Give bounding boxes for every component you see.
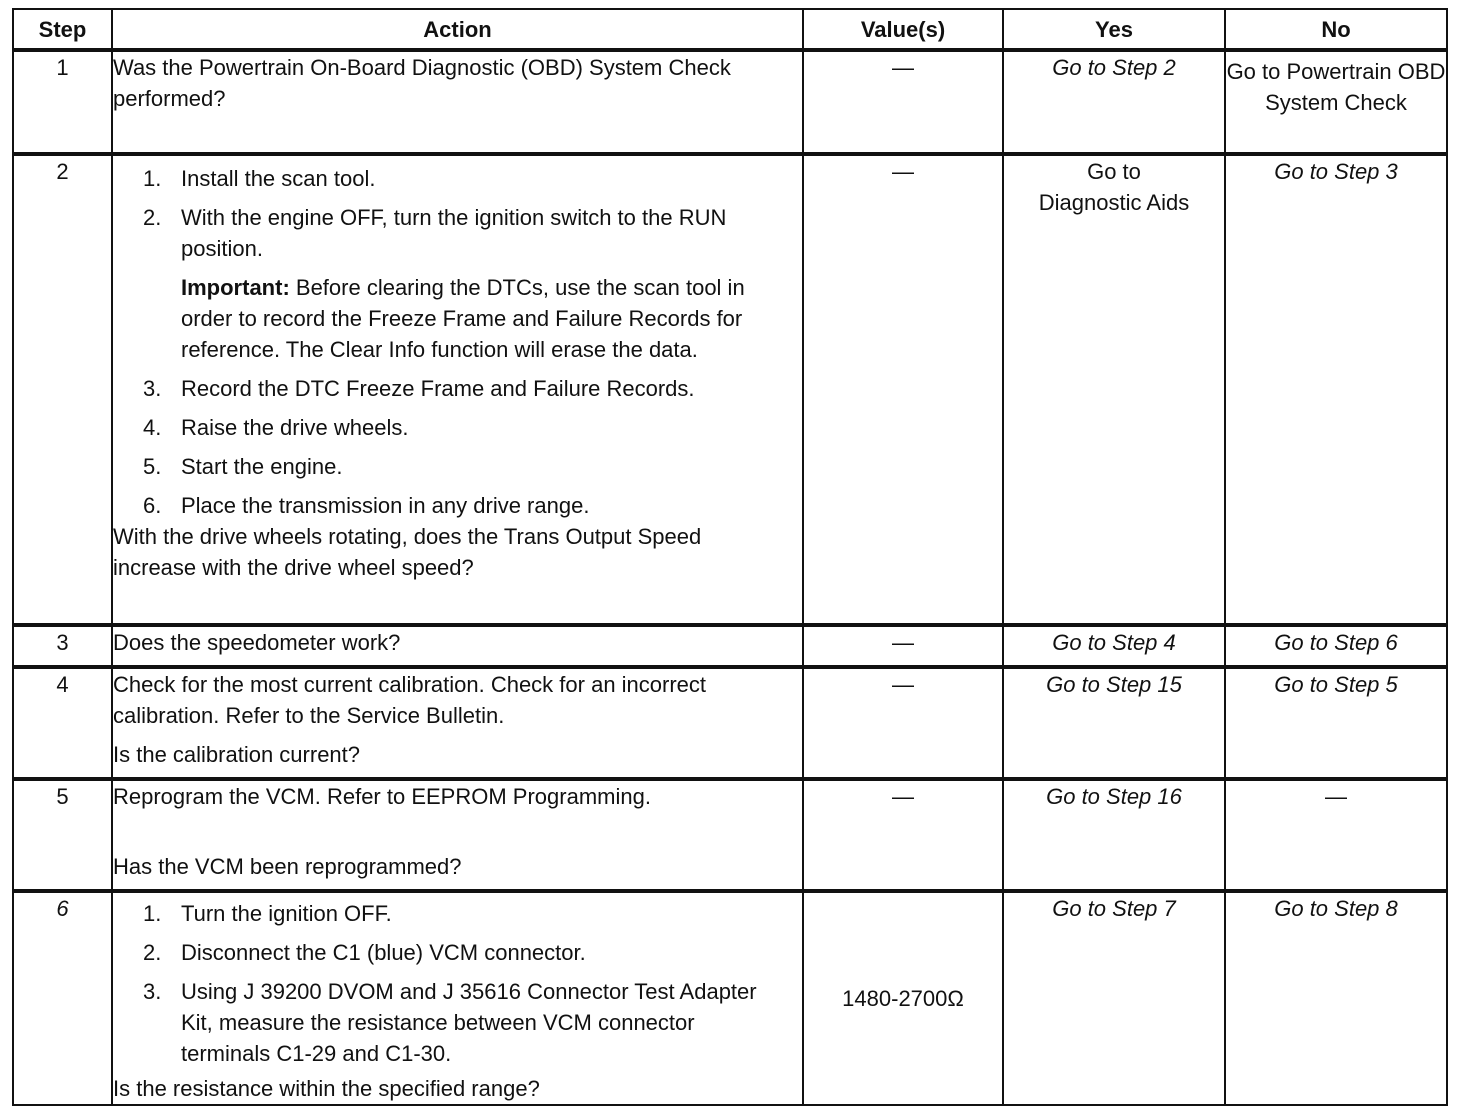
- list-item: 1. Install the scan tool.: [143, 166, 376, 191]
- action-cell: [112, 779, 803, 891]
- step-number: 6: [13, 891, 112, 1105]
- action-cell: [112, 154, 803, 625]
- no-cell: —: [1225, 779, 1447, 891]
- value-cell: 1480-2700Ω: [803, 891, 1003, 1105]
- yes-cell: Go to Diagnostic Aids: [1003, 154, 1225, 625]
- table-row: [13, 891, 1447, 1105]
- action-cell: [112, 891, 803, 1105]
- value-cell: —: [803, 667, 1003, 779]
- yes-cell: Go to Step 15: [1003, 667, 1225, 779]
- list-item: 3. Record the DTC Freeze Frame and Failure Records.: [143, 376, 695, 401]
- list-item: 6. Place the transmission in any drive range.: [143, 493, 590, 518]
- action-question: Was the Powertrain On-Board Diagnostic (OBD) System Check performed?: [113, 55, 731, 111]
- no-cell: Go to Powertrain OBD System Check: [1225, 50, 1447, 154]
- value-cell: —: [803, 625, 1003, 667]
- no-cell: Go to Step 8: [1225, 891, 1447, 1105]
- step-number: 4: [13, 667, 112, 779]
- important-label: Important:: [181, 275, 290, 300]
- list-item: 1. Turn the ignition OFF.: [143, 901, 392, 926]
- table-row: [13, 779, 1447, 891]
- header-row: [13, 9, 1447, 50]
- step-list: [113, 163, 802, 264]
- yes-cell: Go to Step 7: [1003, 891, 1225, 1105]
- yes-cell: Go to Step 16: [1003, 779, 1225, 891]
- diagnostic-table: [12, 8, 1448, 1106]
- action-question: Is the calibration current?: [113, 742, 361, 767]
- action-cell: [112, 50, 803, 154]
- list-item: 2. With the engine OFF, turn the ignition switch to the RUN position.: [143, 205, 727, 261]
- no-cell: Go to Step 3: [1225, 154, 1447, 625]
- action-question: With the drive wheels rotating, does the Trans Output Speed increase with the drive wheel speed?: [113, 524, 702, 580]
- value-cell: —: [803, 50, 1003, 154]
- action-question: Is the resistance within the specified range?: [113, 1076, 540, 1101]
- yes-cell: Go to Step 2: [1003, 50, 1225, 154]
- table-row: [13, 625, 1447, 667]
- action-question: Does the speedometer work?: [113, 630, 401, 655]
- value-cell: —: [803, 779, 1003, 891]
- yes-cell: Go to Step 4: [1003, 625, 1225, 667]
- action-cell: [112, 625, 803, 667]
- step-number: 2: [13, 154, 112, 625]
- header-action: Action: [112, 9, 803, 50]
- important-note: [113, 272, 802, 365]
- no-cell: Go to Step 5: [1225, 667, 1447, 779]
- action-text: Check for the most current calibration. Check for an incorrect calibration. Refer to the Service Bulletin.: [113, 672, 707, 728]
- list-item: 4. Raise the drive wheels.: [143, 415, 409, 440]
- no-cell: Go to Step 6: [1225, 625, 1447, 667]
- table-row: [13, 667, 1447, 779]
- list-item: 2. Disconnect the C1 (blue) VCM connector.: [143, 940, 586, 965]
- important-text: Before clearing the DTCs, use the scan tool in order to record the Freeze Frame and Failure Records for reference. The Clear Info function will erase the data.: [181, 275, 745, 362]
- value-cell: —: [803, 154, 1003, 625]
- step-number: 5: [13, 779, 112, 891]
- list-item: 3. Using J 39200 DVOM and J 35616 Connector Test Adapter Kit, measure the resistance between VCM connector terminals C1-29 and C1-30.: [143, 979, 757, 1066]
- action-cell: [112, 667, 803, 779]
- step-list: [113, 373, 802, 521]
- header-no: No: [1225, 9, 1447, 50]
- action-text: Reprogram the VCM. Refer to EEPROM Programming.: [113, 784, 651, 809]
- step-number: 3: [13, 625, 112, 667]
- header-yes: Yes: [1003, 9, 1225, 50]
- header-step: Step: [13, 9, 112, 50]
- table-row: [13, 50, 1447, 154]
- action-question: Has the VCM been reprogrammed?: [113, 854, 462, 879]
- header-values: Value(s): [803, 9, 1003, 50]
- step-list: [113, 898, 802, 1069]
- step-number: 1: [13, 50, 112, 154]
- table-row: [13, 154, 1447, 625]
- list-item: 5. Start the engine.: [143, 454, 343, 479]
